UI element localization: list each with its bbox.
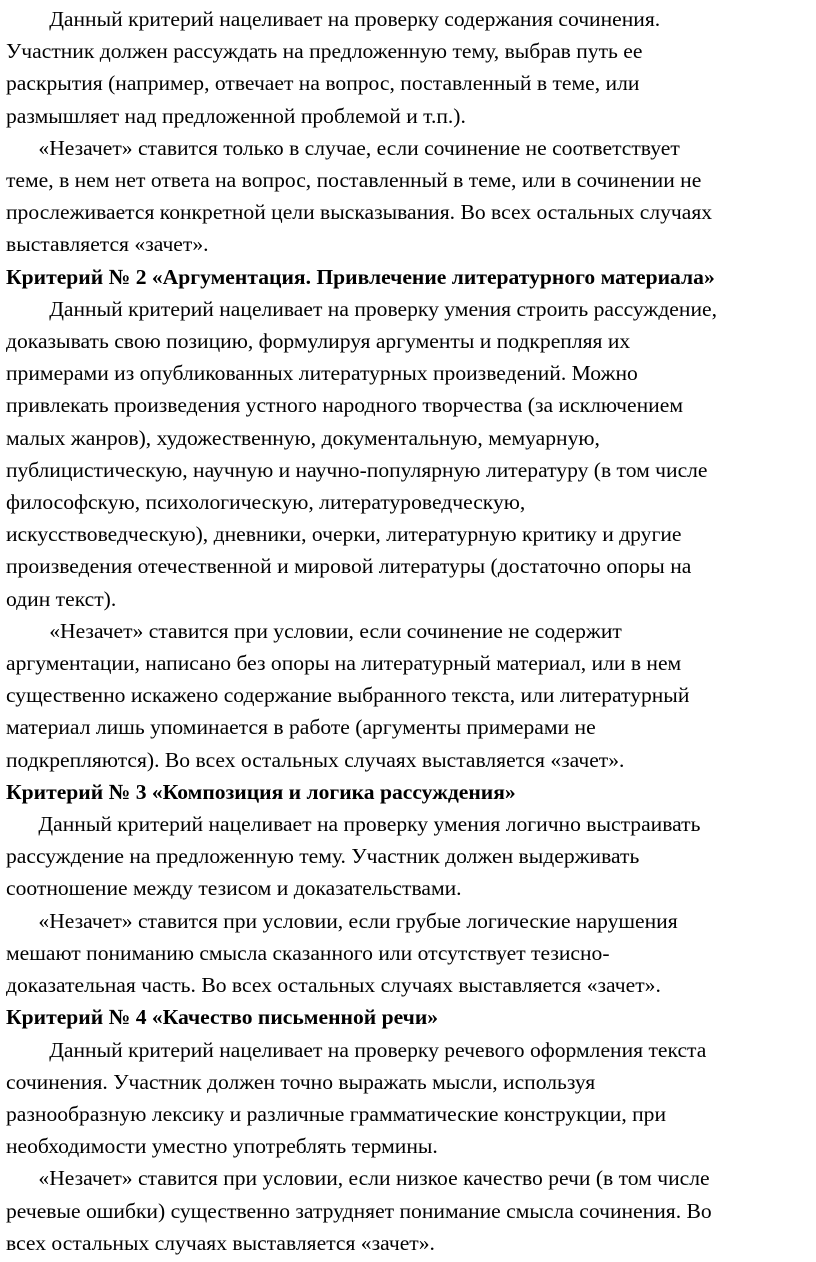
text-line: доказывать свою позицию, формулируя аргументы и подкрепляя их <box>6 329 631 354</box>
text-line: «Незачет» ставится при условии, если низкое качество речи (в том числе <box>6 1166 710 1191</box>
text-line: Участник должен рассуждать на предложенную тему, выбрав путь ее <box>6 39 643 64</box>
text-line: размышляет над предложенной проблемой и т.п.). <box>6 103 466 128</box>
criterion-2-heading: Критерий № 2 «Аргументация. Привлечение литературного материала» <box>6 264 715 289</box>
text-line: разнообразную лексику и различные грамматические конструкции, при <box>6 1101 667 1126</box>
text-line: прослеживается конкретной цели высказывания. Во всех остальных случаях <box>6 200 713 225</box>
criterion-3-heading: Критерий № 3 «Композиция и логика рассуждения» <box>6 779 516 804</box>
text-line: искусствоведческую), дневники, очерки, литературную критику и другие <box>6 522 682 547</box>
text-line: материал лишь упоминается в работе (аргументы примерами не <box>6 715 596 740</box>
text-line: существенно искажено содержание выбранного текста, или литературный <box>6 683 690 708</box>
text-line: необходимости уместно употреблять термины. <box>6 1134 438 1159</box>
text-line: Данный критерий нацеливает на проверку речевого оформления текста <box>6 1037 707 1062</box>
criterion-2-paragraph-1 <box>6 293 810 615</box>
text-line: всех остальных случаях выставляется «зачет». <box>6 1230 435 1255</box>
text-line: Данный критерий нацеливает на проверку содержания сочинения. <box>6 7 661 31</box>
text-line: малых жанров), художественную, документальную, мемуарную, <box>6 425 600 450</box>
text-line: раскрытия (например, отвечает на вопрос, поставленный в теме, или <box>6 71 640 96</box>
text-line: «Незачет» ставится при условии, если грубые логические нарушения <box>6 908 678 933</box>
text-line: Данный критерий нацеливает на проверку умения логично выстраивать <box>6 812 701 837</box>
intro-paragraph-2 <box>6 132 810 261</box>
text-line: примерами из опубликованных литературных произведений. Можно <box>6 361 638 386</box>
text-line: один текст). <box>6 586 117 611</box>
text-line: привлекать произведения устного народного творчества (за исключением <box>6 393 683 418</box>
text-line: аргументации, написано без опоры на литературный материал, или в нем <box>6 651 682 676</box>
text-line: произведения отечественной и мировой литературы (достаточно опоры на <box>6 554 692 579</box>
criterion-4-heading: Критерий № 4 «Качество письменной речи» <box>6 1005 439 1030</box>
text-line: подкрепляются). Во всех остальных случаях выставляется «зачет». <box>6 747 625 772</box>
criterion-3-paragraph-2 <box>6 905 810 1002</box>
criterion-2-paragraph-2 <box>6 615 810 776</box>
text-line: философскую, психологическую, литературоведческую, <box>6 490 526 515</box>
text-line: речевые ошибки) существенно затрудняет понимание смысла сочинения. Во <box>6 1198 712 1223</box>
text-line: доказательная часть. Во всех остальных случаях выставляется «зачет». <box>6 973 661 998</box>
text-line: мешают пониманию смысла сказанного или отсутствует тезисно- <box>6 940 610 965</box>
text-line: «Незачет» ставится при условии, если сочинение не содержит <box>6 618 622 643</box>
text-line: рассуждение на предложенную тему. Участник должен выдерживать <box>6 844 640 869</box>
text-line: «Незачет» ставится только в случае, если сочинение не соответствует <box>6 135 680 160</box>
criterion-4-paragraph-1 <box>6 1034 810 1163</box>
text-line: соотношение между тезисом и доказательствами. <box>6 876 462 901</box>
text-line: сочинения. Участник должен точно выражать мысли, используя <box>6 1069 596 1094</box>
text-line: публицистическую, научную и научно-популярную литературу (в том числе <box>6 457 708 482</box>
text-line: Данный критерий нацеливает на проверку умения строить рассуждение, <box>6 296 717 321</box>
criterion-4-paragraph-2 <box>6 1162 810 1259</box>
text-line: теме, в нем нет ответа на вопрос, поставленный в теме, или в сочинении не <box>6 168 702 193</box>
intro-paragraph-1 <box>6 3 810 132</box>
criterion-3-paragraph-1 <box>6 808 810 905</box>
text-line: выставляется «зачет». <box>6 232 209 257</box>
